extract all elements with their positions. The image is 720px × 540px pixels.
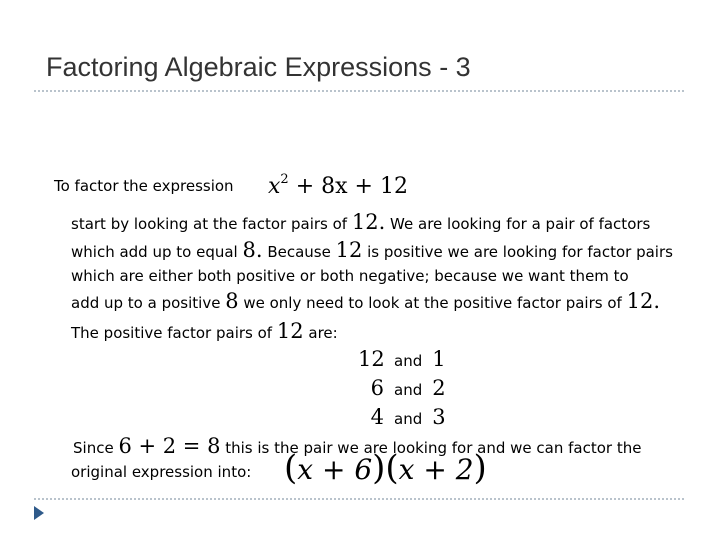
- since-equation: 6 + 2 = 8: [118, 434, 221, 458]
- quadratic-expression: [268, 172, 408, 199]
- expr-exponent: 2: [280, 172, 289, 187]
- original-expression-text: original expression into:: [71, 463, 252, 481]
- expr-rest: + 8x + 12: [295, 174, 408, 199]
- factor-pair-row: [358, 376, 446, 400]
- p2-number-2: 12: [335, 238, 363, 262]
- factor-b: 1: [432, 347, 446, 371]
- and-label: and: [394, 410, 423, 428]
- p2-text-c: is positive we are looking for factor pairs: [367, 243, 673, 261]
- paragraph-line-5: [71, 319, 338, 343]
- footer-divider: [34, 498, 684, 500]
- paragraph-line-2: [71, 238, 673, 262]
- p1-number: 12.: [351, 210, 386, 234]
- p5-text-a: The positive factor pairs of: [71, 324, 273, 342]
- p5-number: 12: [276, 319, 304, 343]
- intro-text: To factor the expression: [54, 177, 234, 195]
- since-label: Since: [73, 439, 114, 457]
- factor-a: 12: [358, 347, 385, 371]
- p1-text-b: We are looking for a pair of factors: [390, 215, 651, 233]
- factored-expression: (x + 6)(x + 2): [284, 448, 487, 488]
- p5-text-b: are:: [308, 324, 338, 342]
- factor-pair-row: [358, 405, 446, 429]
- and-label: and: [394, 381, 423, 399]
- factor-1: x + 6: [297, 453, 373, 486]
- factor-pair-row: [358, 347, 446, 371]
- since-text: this is the pair we are looking for and we can factor the: [225, 439, 642, 457]
- factor-a: 6: [370, 376, 384, 400]
- and-label: and: [394, 352, 423, 370]
- p2-number: 8.: [242, 238, 263, 262]
- p4-number-2: 12.: [626, 289, 660, 313]
- p2-text-a: which add up to equal: [71, 243, 238, 261]
- paragraph-line-3: which are either both positive or both negative; because we want them to: [71, 267, 629, 285]
- p4-text-b: we only need to look at the positive factor pairs of: [243, 294, 622, 312]
- slide-title: Factoring Algebraic Expressions - 3: [46, 52, 471, 82]
- paragraph-line-1: [71, 210, 650, 234]
- p4-text-a: add up to a positive: [71, 294, 221, 312]
- factor-b: 3: [432, 405, 446, 429]
- p4-number: 8: [225, 289, 239, 313]
- expr-base: x: [268, 174, 281, 199]
- title-divider: [34, 90, 684, 92]
- factor-2: x + 2: [398, 453, 474, 486]
- factor-b: 2: [432, 376, 446, 400]
- paragraph-line-4: [71, 289, 660, 313]
- next-slide-arrow-icon[interactable]: [34, 506, 44, 520]
- p2-text-b: Because: [267, 243, 331, 261]
- p1-text-a: start by looking at the factor pairs of: [71, 215, 348, 233]
- factor-a: 4: [370, 405, 384, 429]
